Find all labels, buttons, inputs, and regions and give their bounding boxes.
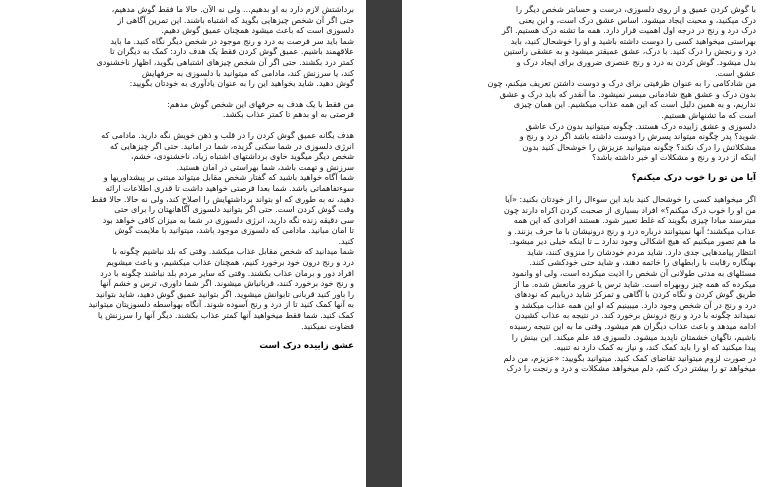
right-page: [402, 0, 768, 487]
page-gutter: [366, 0, 402, 487]
left-paragraph-1: برداشتش لازم دارد به او بدهیم... ولی نه الآن. حالا ما فقط گوش مدهیم، حتی اگر آن شخص چیزهایی بگوید که اشتباه باشند. این تمرین آگاهی از دلسوزی است که باعث میشود همچنان عمیق گوش دهیم. شما باید سر فرصت به درد و رنج موجود در شخص دیگر نگاه کنید. ما باید علاقهمند باشیم. عمیق گوش کردن فقط یک هدف دارد: کمک به دیگران تا کمتر درد بکشند. حتی اگر آن شخص چیزهای اشتباهی بگوید، اظهار ناخشنودی کند، یا سرزنش کند، مادامی که میتوانید با دلسوزی به حرفهایش گوش دهید. شاید بخواهید این را به عنوان یادآوری به خودتان بگویید:: [96, 4, 354, 89]
right-paragraph-1: با گوش کردن عمیق و از روی دلسوزی، درست و حسابتر شخص دیگر را درک میکنید، و محبت ایجاد میشود. اساس عشق درک است، و این یعنی درک درد و رنج در درجه اول اهمیت قرار دارد. همه ما تشنه درک هستیم. اگر بهراستی میخواهید کسی را دوست داشته باشید و او را خوشحال کنید، باید درد و رنجش را درک کنید. با درک، عشق عمیقتر میشود و به عشقی راستین بدل میشود. گوش کردن به درد و رنج عنصری ضروری برای ایجاد درک و عشق است. من شادکامی را به عنوان ظرفیتی برای درک و دوست داشتن تعریف میکنم، چون بدون درک و عشق هیچ شادمانی میسر نمیشود. ما آنقدر که باید درک و عشق نداریم، و به همین دلیل است که این همه عذاب میکشیم. این همان چیزی است که ما تشنهاش هستیم. دلسوزی و عشق زاییده درک هستند. چگونه میتوانید بدون درک عاشق شوید؟ پدر چگونه میتواند پسرش را دوست داشته باشد اگر درد و رنج و مشکلاتش را درک نکند؟ چگونه میتوانید عزیزش را خوشحال کنید بدون اینکه از درد و رنج و مشکلات او خبر داشته باشد؟: [487, 4, 756, 163]
paragraph-gap: [416, 163, 756, 173]
left-quote: من فقط با یک هدف به حرفهای این شخص گوش مدهم: فرصتی به او بدهم تا کمتر عذاب بکشد.: [167, 98, 354, 120]
right-paragraph-2: اگر میخواهید کسی را خوشحال کنید باید این سوءال را از خودتان بکنید: «آیا من او را خوب درک میکنم؟» افراد بسیاری از صحبت کردن اکراه دارند چون میترسند مبادا چیزی بگویند که غلط تعبیر شود. هستند افرادی که این همه عذاب میکشند؛ آنها نمیتوانند درباره درد و رنج درونیشان با ما حرف بزنند. و ما هم تصور میکنیم که هیچ اشکالی وجود ندارد ــ تا اینکه خیلی دیر میشود. انتظار پیامدهایی جدی دارد. شاید مردم خودشان را منزوی کنند، شاید بهنگاره رقابت با رابطهای را خاتمه دهند، و شاید حتی خودکشی کنند. مسئلهای به مدتی طولانی آن شخص را اذیت میکرده است، ولی او وانمود میکرده که همه چیز روبهراه است. شاید ترس یا غرور مانعش شده. ما از طریق گوش کردن و نگاه کردن با آگاهی و تمرکز شاید دریابیم که نودهای درد و رنج در آن شخص وجود دارد. میبینیم که او این همه عذاب میکشد و نمیداند چگونه با درد و رنج درونش برخورد کند. در نتیجه به عذاب کشیدن ادامه میدهد و باعث عذاب دیگران هم میشود. وقتی ما به این نتیجه رسیده باشیم، ناگهان خشمتان ناپدید میشود. دلسوزی قد علم میکند. این بینش را پیدا میکنید که او را باید کمک کند، و نیاز به کمک دارد نه تنبیه. در صورت لزوم میتوانید تقاضای کمک کنید. میتوانید بگویید: «عزیزم، من دلم میخواهد تو را بیشتر درک کنم، دلم میخواهد مشکلات و درد و رنجت را درک: [503, 193, 756, 374]
paragraph-gap: [16, 331, 354, 341]
right-section-heading: آیا من تو را خوب درک میکنم؟: [631, 172, 756, 183]
left-paragraph-3: هدف یگانه عمیق گوش کردن را در قلب و ذهن خویش نگه دارید. مادامی که انرژی دلسوزی در شما سکنی گزیده، شما در امانید. حتی اگر چیزهایی که شخص دیگر میگوید حاوی برداشتهای اشتباه زیاد، ناخشنودی، خشم، سرزنش و تهمت باشد، شما بهراستی در امان هستید. شما آگاه خواهید باشید که گفتار شخص مقابل میتواند مبتنی بر پیشداوریها و سوءتفاهماتی باشد. شما بعدا فرصتی خواهید داشت تا قدری اطلاعات ارائه دهید، نه به طوری که او بتواند برداشتهایش را اصلاح کند، ولی نه حالا. حالا فقط وقت گوش کردن است. حتی اگر بتوانید دلسوزی آگاهانهتان را برای حتی سی دقیقه زنده نگه دارید، انرژی دلسوزی در شما به میزان کافی خواهد بود تا امان مبانید. مادامی که دلسوزی موجود باشد، میتوانید با ملایمت گوش کنید. شما میدانید که شخص مقابل عذاب میکشد. وقتی که بلد نباشیم چگونه با درد و رنج درون خود برخورد کنیم، همچنان عذاب میکشیم، و باعث میشویم افراد دور و برمان عذاب بکشند. وقتی که سایر مردم بلد نباشند چگونه با درد و رنج خود برخورد کنند، قربانیاش میشوند. اگر شما داوری، ترس و خشم آنها را باور کنید قربانی تابوانش میشوید. اگر بتوانید عمیق گوش دهید، شاید بتوانید به آنها کمک کنید تا از درد و رنج آسوده شوند. آنگاه بهواسطه دلسوزیتان میتوانید کمک کنید. شما فقط میخواهید آنها کمتر عذاب بکشند. دیگر آنها را سرزنش یا قضاوت نمیکنید.: [88, 129, 354, 331]
paragraph-gap: [416, 184, 756, 194]
left-page: [0, 0, 366, 487]
paragraph-gap: [16, 89, 354, 99]
paragraph-gap: [16, 120, 354, 130]
left-section-heading: عشق زاییده درک است: [259, 341, 354, 352]
